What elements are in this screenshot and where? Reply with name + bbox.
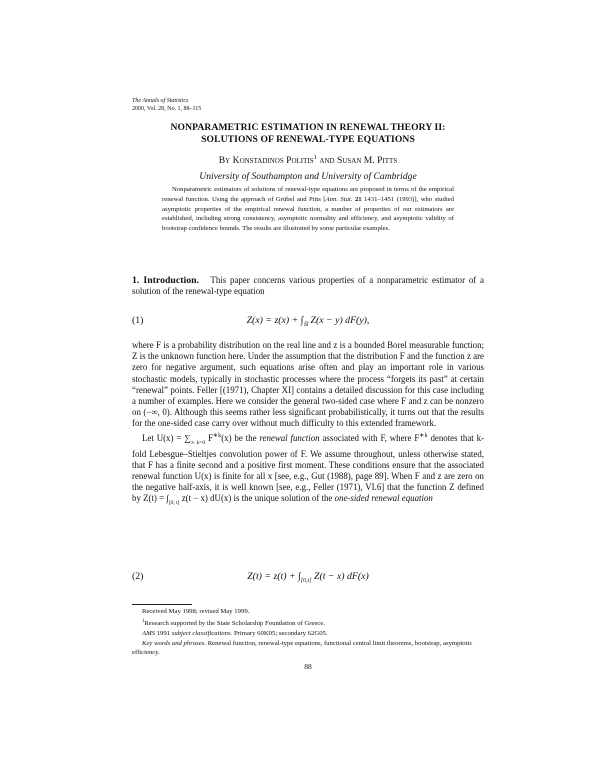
renewal-function-term: renewal function [259, 432, 320, 443]
paragraph-2: where F is a probability distribution on the real line and z is a bounded Borel measurable function; Z is the unknown function here. Under the assumption that the distribution F and the function z are zero for negative argument, such equations arise often and play an important role in various stochastic models, typically in stochastic processes where the process “forgets its past” at certain “renewal” points. Feller [(1971), Chapter XI] contains a detailed discussion for this case including a number of examples. Here we consider the general two-sided case where F and z can be nonzero on (−∞, 0). Although this seems rather less significant probabilistically, it turns out that the results for the one-sided case carry over without much difficulty to this extended framework. [132, 340, 484, 429]
paragraph-3 [132, 430, 484, 510]
volume-info: 2000, Vol. 28, No. 1, 88–115 [132, 105, 202, 112]
p3-part-3: (x) be the [221, 432, 260, 443]
and-label: and [319, 155, 335, 167]
p3-part-1: Let U(x) = ∑ [142, 432, 191, 443]
affiliation: University of Southampton and University of Cambridge [199, 171, 417, 182]
p3-part-2: F [205, 432, 213, 443]
one-sided-term: one-sided renewal equation [334, 493, 433, 504]
equation-2-expression: $Z(t) = z(t) + \int_{[0,t]}$ Z(t − x) dF(x) [247, 571, 369, 584]
equation-1-number: (1) [132, 315, 144, 326]
conv-power-2: ∗k [419, 431, 428, 439]
introduction [132, 275, 484, 297]
footnote-1-text: Research supported by the State Scholarship Foundation of Greece. [144, 620, 326, 628]
ams-text: Primary 60K05; secondary 62G05. [232, 629, 328, 637]
ams-year: 1991 [155, 629, 172, 637]
footnote-1-mark: 1 [142, 618, 145, 624]
intro-text: This paper concerns various properties of a nonparametric estimator of a solution of the renewal-type equation [132, 275, 484, 297]
paper-title [132, 122, 484, 146]
abstract-part-2: 1431–1451 (1993)], who studied asymptotic properties of the empirical renewal function, a number of properties of our estimators are established, including strong consistency, asymptotic normality and efficiency, and asymptotic validity of bootstrap confidence bounds. The results are illustrated by some particular examples. [162, 195, 454, 233]
keywords-text: Renewal function, renewal-type equations, functional central limit theorems, bootstrap, asymptotic efficiency. [132, 639, 473, 657]
equation-1-lhs: Z(x) = z(x) + [246, 315, 301, 326]
section-heading: 1. Introduction. [132, 275, 199, 286]
equation-1-domain: ℝ [303, 321, 309, 328]
equation-1-rhs: Z(x − y) dF(y), [308, 315, 370, 326]
footnote-1 [132, 617, 484, 629]
author-2: Susan M. Pitts [336, 155, 398, 167]
sum-limits: ∞ k=0 [190, 439, 206, 446]
abstract-cite-volume: 21 [354, 195, 362, 203]
body-paragraphs [132, 340, 484, 509]
author-1-footnote-mark: 1 [313, 154, 317, 161]
ams-label: AMS [142, 629, 155, 637]
abstract-cite-journal: Ann. Stat. [325, 195, 353, 203]
title-line-1: NONPARAMETRIC ESTIMATION IN RENEWAL THEORY II: [170, 122, 446, 133]
equation-2-domain: [0,t] [300, 577, 312, 584]
footnote-rule [132, 604, 192, 605]
by-label: By [218, 155, 231, 167]
abstract [162, 185, 454, 234]
equation-2 [132, 571, 484, 585]
equation-1-expression: $Z(x) = z(x) + \int_ℝ$ Z(x − y) dF(y), [246, 315, 370, 328]
footnotes [132, 607, 484, 658]
equation-2-rhs: Z(t − x) dF(x) [311, 571, 369, 582]
keywords-label: Key words and phrases. [142, 639, 207, 647]
p3-part-5: denotes that k-fold Lebesgue–Stieltjes convolution power of F. We assume throughout, unless otherwise stated, that F has a finite second and a positive first moment. These conditions ensure that the associated renewal function U(x) is finite for all x [see, e.g., Gut (1988), page 89]. When F and z are zero on the negative half-axis, it is well known [see, e.g., Feller (1971), VI.6] that the function Z defined by Z(t) = ∫ [132, 432, 485, 504]
page-number: 88 [304, 662, 312, 671]
conv-power: ∗k [212, 431, 222, 439]
journal-name: The Annals of Statistics [132, 98, 189, 104]
equation-1 [132, 315, 484, 329]
title-line-2: SOLUTIONS OF RENEWAL-TYPE EQUATIONS [201, 134, 415, 145]
equation-2-lhs: Z(t) = z(t) + [247, 571, 299, 582]
keywords [132, 639, 484, 659]
ams-classification [132, 629, 484, 639]
author-1: Konstadinos Politis [232, 155, 314, 167]
int-domain: [0, t] [168, 500, 180, 507]
equation-2-number: (2) [132, 571, 144, 582]
p3-part-6: z(t − x) dU(x) is the unique solution of the [179, 493, 335, 504]
p3-part-4: associated with F, where F [319, 432, 420, 443]
abstract-part-1: Nonparametric estimators of solutions of renewal-type equations are proposed in terms of the empirical renewal function. Using the approach of Grübel and Pitts [ [162, 186, 454, 203]
journal-header [132, 98, 201, 113]
received-note: Received May 1998; revised May 1999. [142, 608, 250, 615]
ams-subject: subject classifications. [171, 629, 233, 637]
authors [132, 154, 484, 166]
